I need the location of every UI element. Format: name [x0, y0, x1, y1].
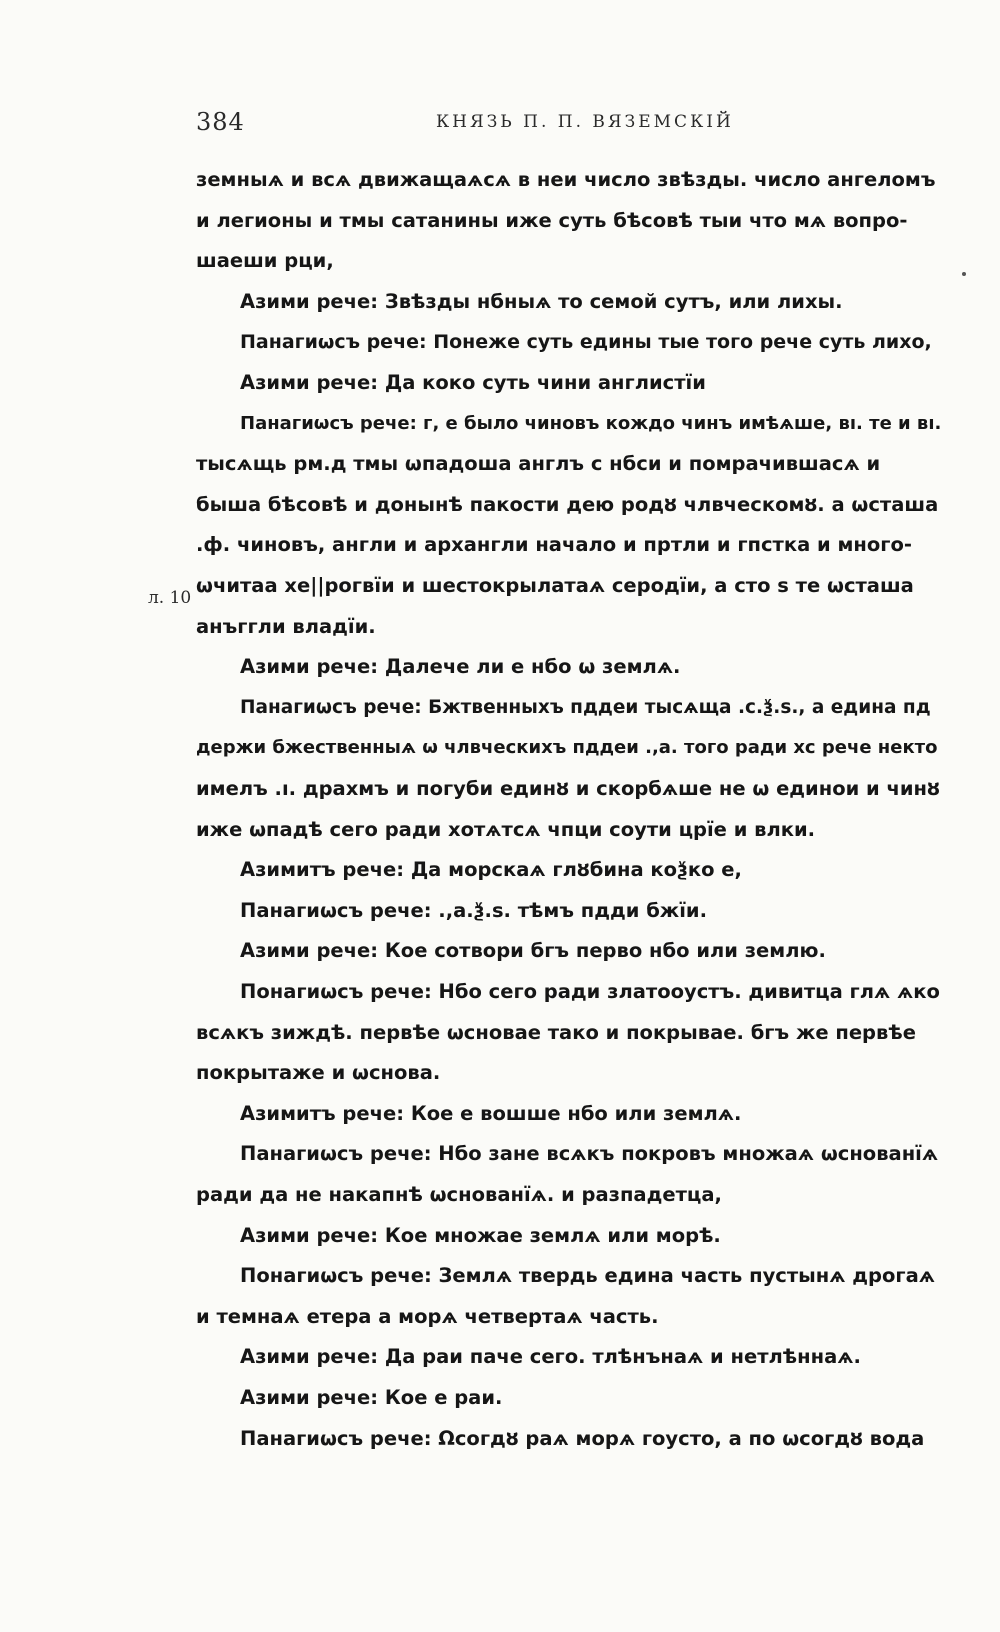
- text-line: Панагиωсъ рече: г, е было чиновъ кождо чинъ имѣѧше, вı. те и вı.: [240, 412, 942, 434]
- text-line: быша бѣсовѣ и донынѣ пакости дею родȣ члвческомȣ. а ωсташа: [196, 492, 939, 516]
- text-line: покрытаже и ωснова.: [196, 1061, 441, 1085]
- text-line: Азими рече: Далече ли е нбо ω землѧ.: [240, 655, 681, 679]
- text-line: шаеши рци,: [196, 249, 334, 273]
- margin-note-folio: л. 10: [148, 588, 192, 608]
- text-line: Азими рече: Звѣзды нбныѧ то семой сутъ, или лихы.: [240, 289, 843, 313]
- text-line: земныѧ и всѧ движащаѧсѧ в неи число звѣзды. число ангеломъ: [196, 168, 936, 191]
- text-line: и легионы и тмы сатанины иже суть бѣсовѣ тыи что мѧ вопро-: [196, 208, 908, 232]
- text-line: Азими рече: Да коко суть чини англистїи: [240, 371, 706, 394]
- text-line: Панагиωсъ рече: Нбо зане всѧкъ покровъ множаѧ ωснованїѧ: [240, 1142, 939, 1166]
- text-line: Азими рече: Кое сотвори бгъ перво нбо или землю.: [240, 939, 826, 963]
- text-line: имелъ .ı. драхмъ и погуби единȣ и скорбѧше не ω единои и чинȣ: [196, 777, 940, 800]
- text-line: ради да не накапнѣ ωснованїѧ. и разпадетца,: [196, 1183, 722, 1206]
- text-line: Азими рече: Кое е раи.: [240, 1386, 503, 1409]
- text-line: Азимитъ рече: Кое е вошше нбо или землѧ.: [240, 1101, 742, 1125]
- page-number: 384: [196, 108, 245, 136]
- text-line: Понагиωсъ рече: Нбо сего ради златооустъ. дивитца глѧ ѧко: [240, 980, 940, 1003]
- page-header: [196, 108, 942, 140]
- text-line: Панагиωсъ рече: .,а.ѯ.ѕ. тѣмъ пдди бжїи.: [240, 898, 707, 922]
- text-line: анъггли владїи.: [196, 614, 376, 638]
- text-line: Панагиωсъ рече: Ωсогдȣ раѧ морѧ гоусто, а по ωсогдȣ вода: [240, 1426, 925, 1450]
- text-line: Понагиωсъ рече: Землѧ твердь едина часть пустынѧ дрогаѧ: [240, 1264, 935, 1288]
- text-line: Азими рече: Да раи паче сего. тлѣнънаѧ и нетлѣннаѧ.: [240, 1345, 861, 1369]
- text-line: всѧкъ зиждѣ. первѣе ωсновае тако и покрывае. бгъ же первѣе: [196, 1020, 916, 1044]
- text-line: Азими рече: Кое множае землѧ или морѣ.: [240, 1223, 721, 1247]
- text-line: Панагиωсъ рече: Бжтвенныхъ пддеи тысѧща .с.ѯ.ѕ., а едина пд: [240, 696, 931, 718]
- page-speck: [962, 272, 966, 276]
- text-line: держи бжественныѧ ω члвческихъ пддеи .,а. того ради хс рече некто: [196, 737, 938, 759]
- text-line: иже ωпадѣ сего ради хотѧтсѧ чпци соути црїе и влки.: [196, 817, 816, 841]
- text-line: ωчитаа хе||рогвїи и шестокрылатаѧ серодїи, а сто ѕ те ωсташа: [196, 574, 914, 597]
- text-line: Азимитъ рече: Да морскаѧ глȣбина коѯко е,: [240, 858, 742, 882]
- text-line: Панагиωсъ рече: Понеже суть едины тые того рече суть лихо,: [240, 331, 932, 354]
- text-line: .ф. чиновъ, англи и архангли начало и пртли и гпстка и много-: [196, 533, 912, 557]
- text-line: тысѧщь рм.д тмы ωпадоша англъ с нбси и помрачившасѧ и: [196, 452, 881, 476]
- running-head: КНЯЗЬ П. П. ВЯЗЕМСКІЙ: [436, 112, 734, 132]
- text-line: и темнаѧ етера а морѧ четвертаѧ часть.: [196, 1304, 659, 1328]
